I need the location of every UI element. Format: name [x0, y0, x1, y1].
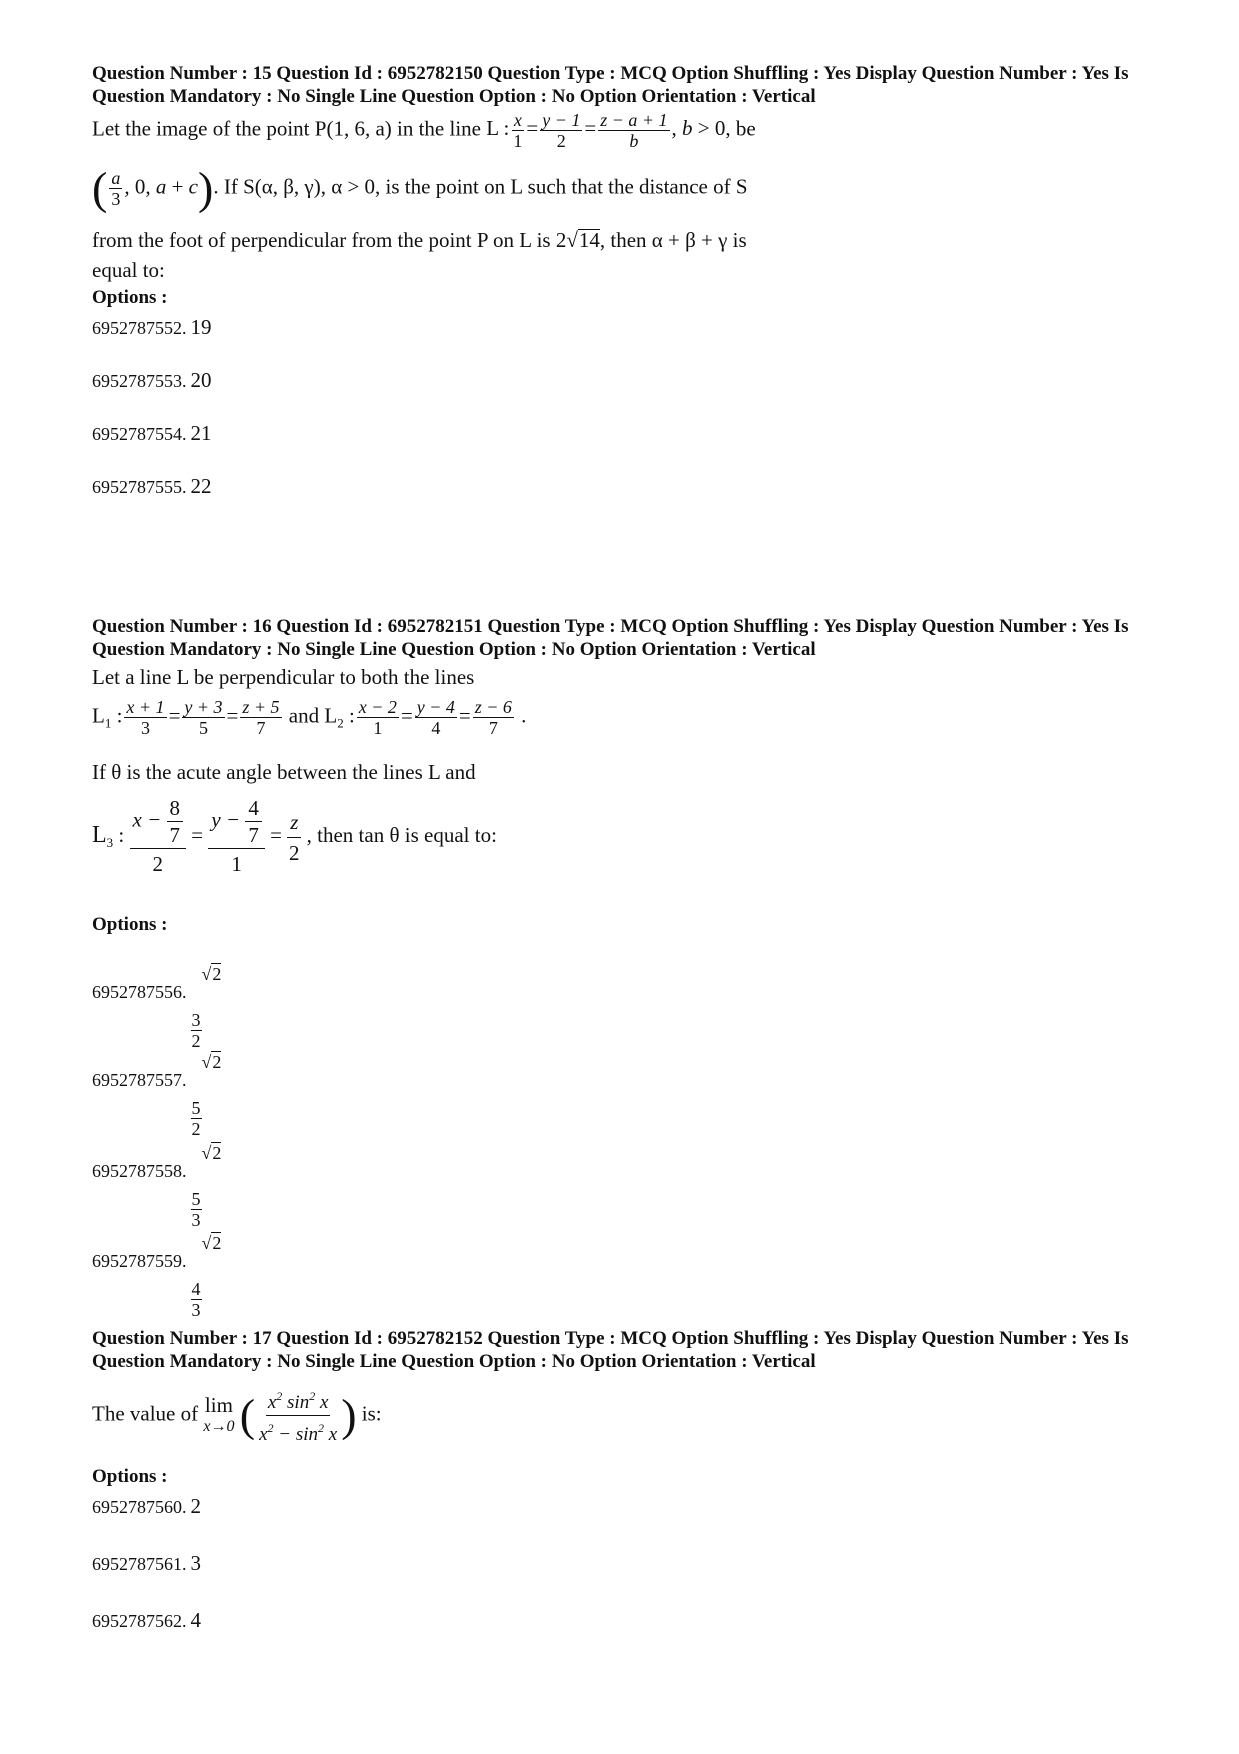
option[interactable]: 6952787556. $\frac{3}{2}$ √2: [92, 964, 222, 1051]
option[interactable]: [92, 315, 212, 340]
options-label: Options :: [92, 914, 168, 935]
line-equation: L : $\frac{x}{1}$ = $\frac{y - 1}{2}$ = $\frac{z - a + 1}{b}$ , b > 0,: [486, 110, 736, 151]
option-id: 6952787552.: [92, 318, 187, 338]
options-label: Options :: [92, 287, 168, 308]
question-stem: Let the image of the point P(1, 6, a) in the line L : $\frac{x}{1}$ = $\frac{y - 1}{2}$ = $\frac{z - a + 1}{b}$ , b > 0, be: [92, 110, 756, 151]
options-label: Options :: [92, 1466, 168, 1487]
option-numerator: 5: [191, 1189, 201, 1209]
lines-equation: $L_1$ : $\frac{x + 1}{3}$ = $\frac{y + 3}{5}$ = $\frac{z + 5}{7}$ and $L_2$ : $\frac{x - 2}{1}$ = $\frac{y - 4}{4}$ = $\frac{z - 6}{7}$ .: [92, 697, 527, 738]
option[interactable]: [92, 1608, 201, 1633]
option-id: 6952787557.: [92, 1070, 187, 1090]
question-stem: The value of lim x→0 ( $\frac{x^2 \sin^2 x}{x^2 - \sin^2 x}$ ) is:: [92, 1384, 1172, 1447]
option[interactable]: [92, 421, 212, 446]
option[interactable]: [92, 1494, 201, 1519]
option[interactable]: 6952787557. $\frac{5}{2}$ √2: [92, 1052, 222, 1139]
option-id: 6952787555.: [92, 477, 187, 497]
option[interactable]: 6952787559. $\frac{4}{3}$ √2: [92, 1233, 222, 1320]
stem-text: then α + β + γ is: [610, 228, 747, 252]
question-header: Question Number : 17 Question Id : 6952782152 Question Type : MCQ Option Shuffling : Yes Display Question Number : Yes Is Question Mandatory : No Single Line Question Option : No Option Orientation : Vertical: [92, 1328, 1129, 1372]
option-numerator: 3: [191, 1010, 201, 1030]
option-id: 6952787561.: [92, 1554, 187, 1574]
stem-text: If θ is the acute angle between the lines L and: [92, 760, 476, 784]
option-value: 20: [190, 368, 212, 392]
option-id: 6952787554.: [92, 424, 187, 444]
question-16: [92, 615, 1172, 661]
option-value: 2: [190, 1494, 201, 1518]
question-header: Question Number : 16 Question Id : 6952782151 Question Type : MCQ Option Shuffling : Yes Display Question Number : Yes Is Question Mandatory : No Single Line Question Option : No Option Orientation : Vertical: [92, 616, 1129, 660]
stem-text: equal to:: [92, 258, 165, 282]
option-denominator: 2: [191, 1031, 201, 1051]
option-id: 6952787553.: [92, 371, 187, 391]
stem-text: The value of: [92, 1401, 199, 1426]
option-numerator: 4: [191, 1279, 201, 1299]
stem-text: is:: [361, 1401, 382, 1426]
stem-text: and: [288, 703, 320, 728]
question-stem-2: ( $\frac{a}{3}$ , 0, a + c). If S(α, β, γ), α > 0, is the point on L such that the distance of S: [92, 162, 748, 214]
option-value: 19: [190, 315, 212, 339]
option[interactable]: 6952787558. $\frac{5}{3}$ √2: [92, 1143, 222, 1230]
question-stem-4: [92, 256, 1172, 284]
limit-expression: lim x→0: [203, 1392, 235, 1435]
option-id: 6952787562.: [92, 1611, 187, 1631]
option-id: 6952787556.: [92, 982, 187, 1002]
option-numerator: 5: [191, 1098, 201, 1118]
question-15: [92, 62, 1172, 108]
question-header: Question Number : 15 Question Id : 6952782150 Question Type : MCQ Option Shuffling : Yes Display Question Number : Yes Is Question Mandatory : No Single Line Question Option : No Option Orientation : Vertical: [92, 63, 1129, 107]
stem-text: , then tan θ is equal to:: [306, 822, 497, 847]
option[interactable]: [92, 474, 212, 499]
option-value: 3: [190, 1551, 201, 1575]
stem-text: from the foot of perpendicular from the point P on L is: [92, 228, 551, 252]
option-id: 6952787558.: [92, 1161, 187, 1181]
option[interactable]: [92, 368, 212, 393]
question-stem-3: from the foot of perpendicular from the point P on L is 2√14, then α + β + γ is: [92, 228, 747, 252]
question-stem: [92, 663, 1172, 691]
line-l3-equation: $L_3$ : x − $\frac{8}{7}$ 2 = y − $\frac{4}{7}$ 1 = $\frac{z}{2}$ , then tan θ is equal to:: [92, 796, 497, 876]
option-denominator: 2: [191, 1119, 201, 1139]
option-denominator: 3: [191, 1210, 201, 1230]
question-17: [92, 1327, 1172, 1373]
option[interactable]: [92, 1551, 201, 1576]
stem-text: If S(α, β, γ), α > 0, is the point on L such that the distance of S: [223, 174, 748, 199]
option-id: 6952787559.: [92, 1251, 187, 1271]
option-denominator: 3: [191, 1300, 201, 1320]
stem-text: Let the image of the point P(1, 6, a) in the line: [92, 116, 481, 141]
stem-text: Let a line L be perpendicular to both the lines: [92, 665, 475, 689]
option-value: 22: [190, 474, 212, 498]
option-value: 4: [190, 1608, 201, 1632]
question-stem-2: [92, 758, 1172, 786]
option-id: 6952787560.: [92, 1497, 187, 1517]
option-value: 21: [190, 421, 212, 445]
